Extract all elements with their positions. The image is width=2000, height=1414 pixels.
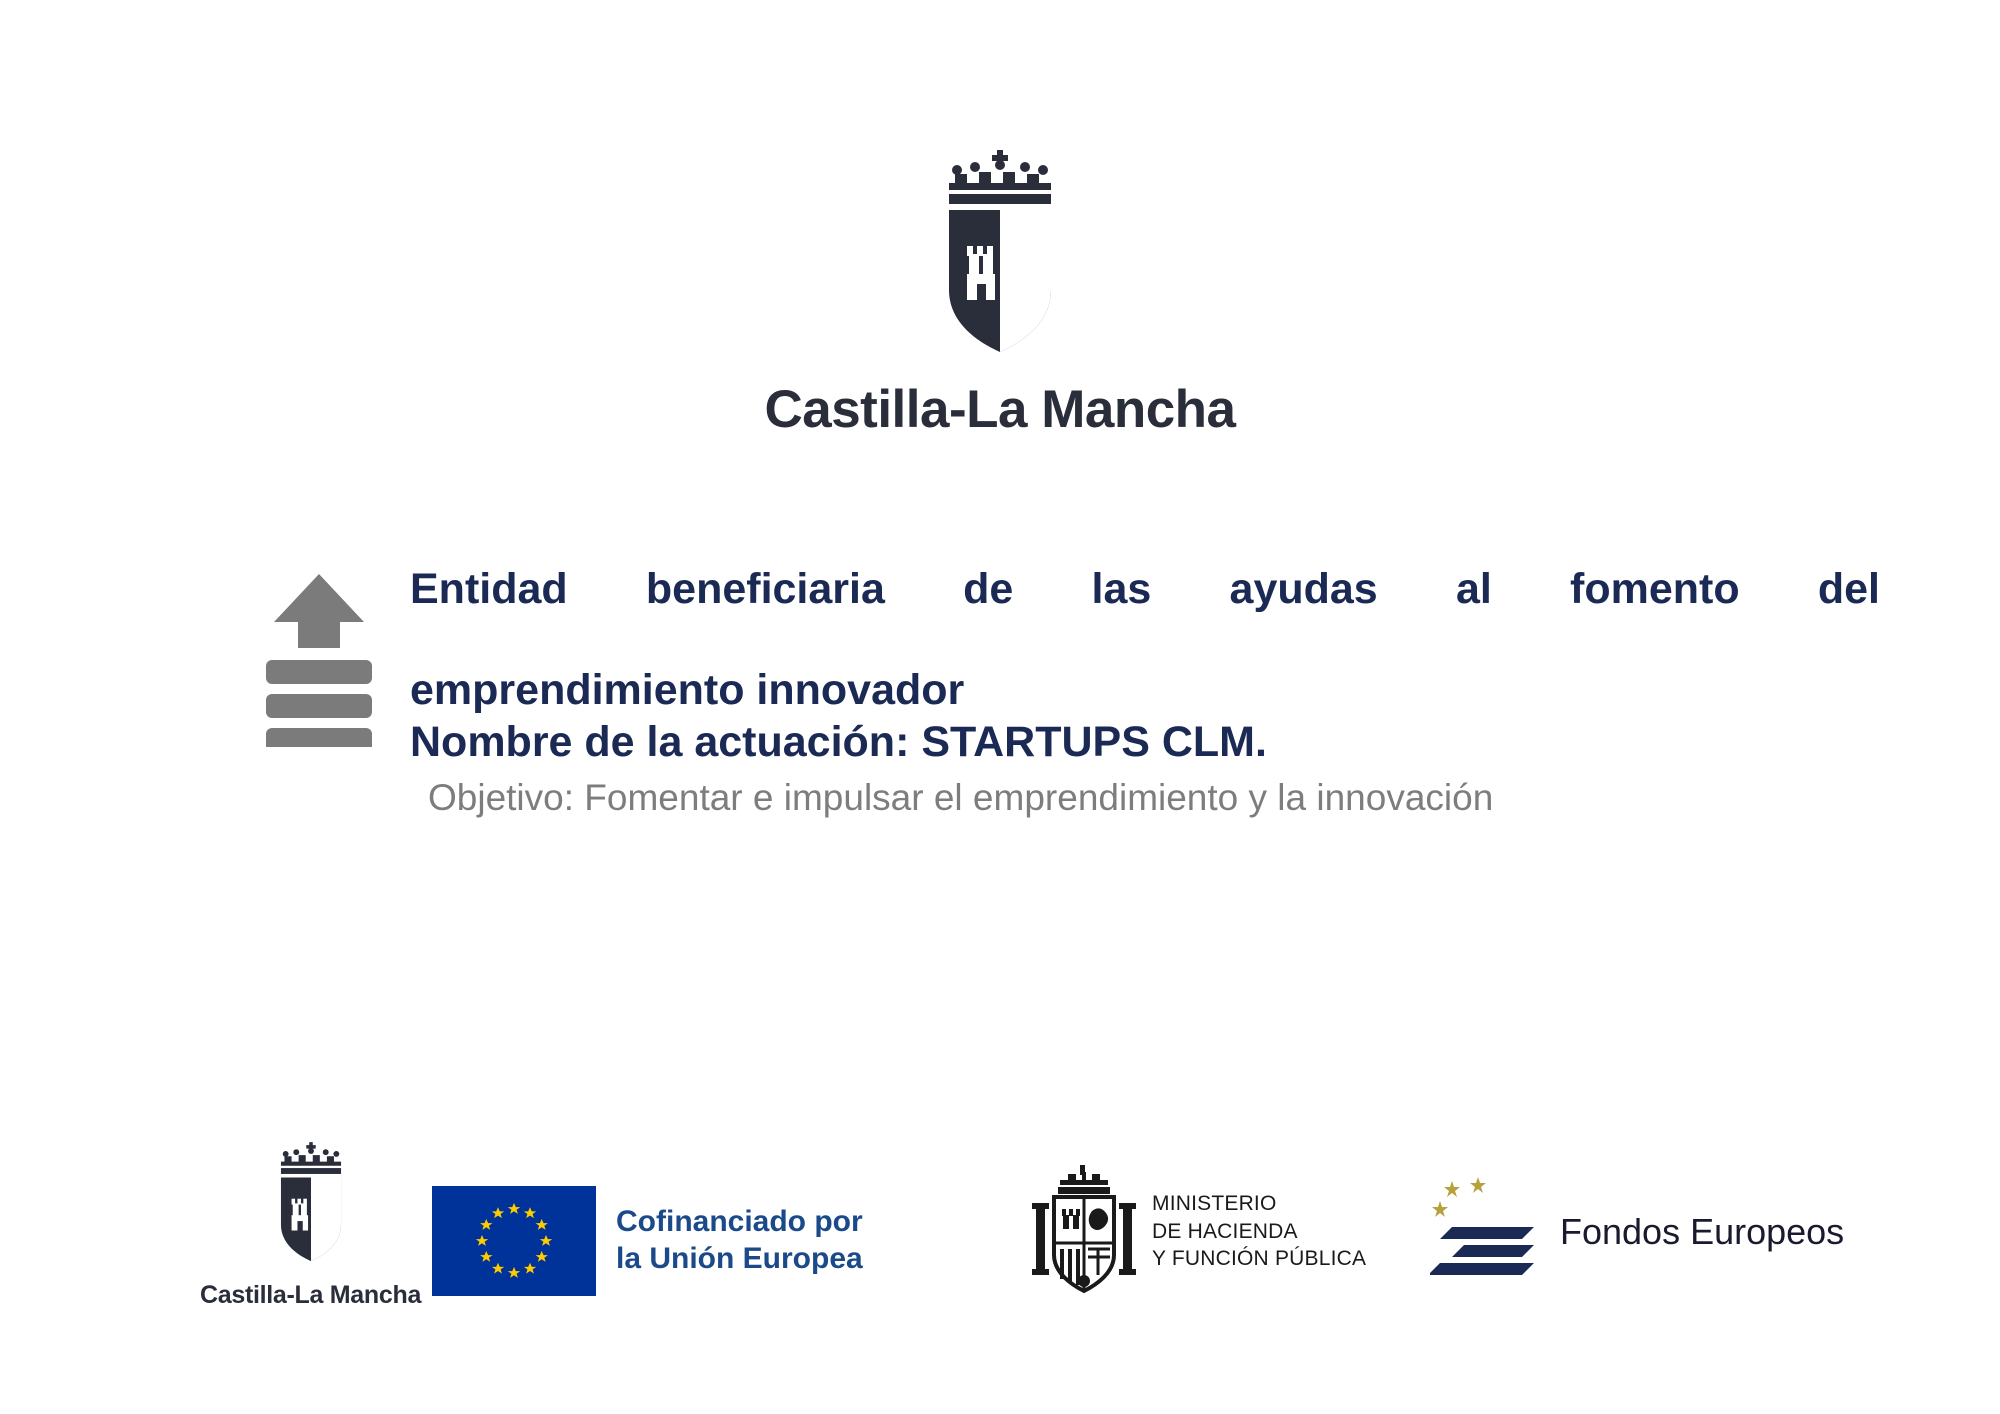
footer-eu-label-line-1: Cofinanciado por [616, 1205, 863, 1239]
footer-ministerio-label-line-2: DE HACIENDA [1152, 1219, 1298, 1243]
headline-line-1: Entidad beneficiaria de las ayudas al fomento del [410, 565, 1880, 613]
footer-logo-fondos-europeos [1430, 1175, 1844, 1288]
footer-logo-union-europea [432, 1186, 863, 1296]
footer-clm-label: Castilla-La Mancha [200, 1281, 422, 1309]
eu-flag-icon [432, 1186, 596, 1296]
headline-line-2: emprendimiento innovador [410, 666, 965, 715]
upward-arrow-bars-icon [260, 572, 388, 752]
footer-ministerio-label-line-1: MINISTERIO [1152, 1191, 1277, 1215]
footer-fondos-europeos-label: Fondos Europeos [1560, 1210, 1845, 1252]
castilla-la-mancha-coat-of-arms-icon [268, 1142, 354, 1271]
castilla-la-mancha-coat-of-arms-icon [927, 150, 1073, 365]
footer-eu-label-line-2: la Unión Europea [616, 1242, 863, 1275]
statement-text-column [410, 560, 1880, 819]
footer-eu-label [616, 1204, 863, 1277]
header-wordmark: Castilla-La Mancha [764, 380, 1236, 439]
footer-ministerio-label [1152, 1190, 1366, 1273]
headline [410, 564, 1880, 716]
actuacion-line: Nombre de la actuación: STARTUPS CLM. [410, 718, 1267, 767]
spain-coat-of-arms-icon [1030, 1163, 1138, 1300]
footer-logo-bar [0, 1120, 2000, 1310]
main-statement-block [260, 560, 1880, 819]
fondos-europeos-stars-bars-icon [1430, 1175, 1538, 1288]
footer-logo-ministerio [1030, 1163, 1366, 1300]
footer-logo-castilla-la-mancha [200, 1142, 421, 1310]
objetivo-line: Objetivo: Fomentar e impulsar el emprendimiento y la innovación [428, 777, 1494, 819]
footer-ministerio-label-line-3: Y FUNCIÓN PÚBLICA [1152, 1247, 1367, 1271]
header-logo-block [0, 150, 2000, 440]
